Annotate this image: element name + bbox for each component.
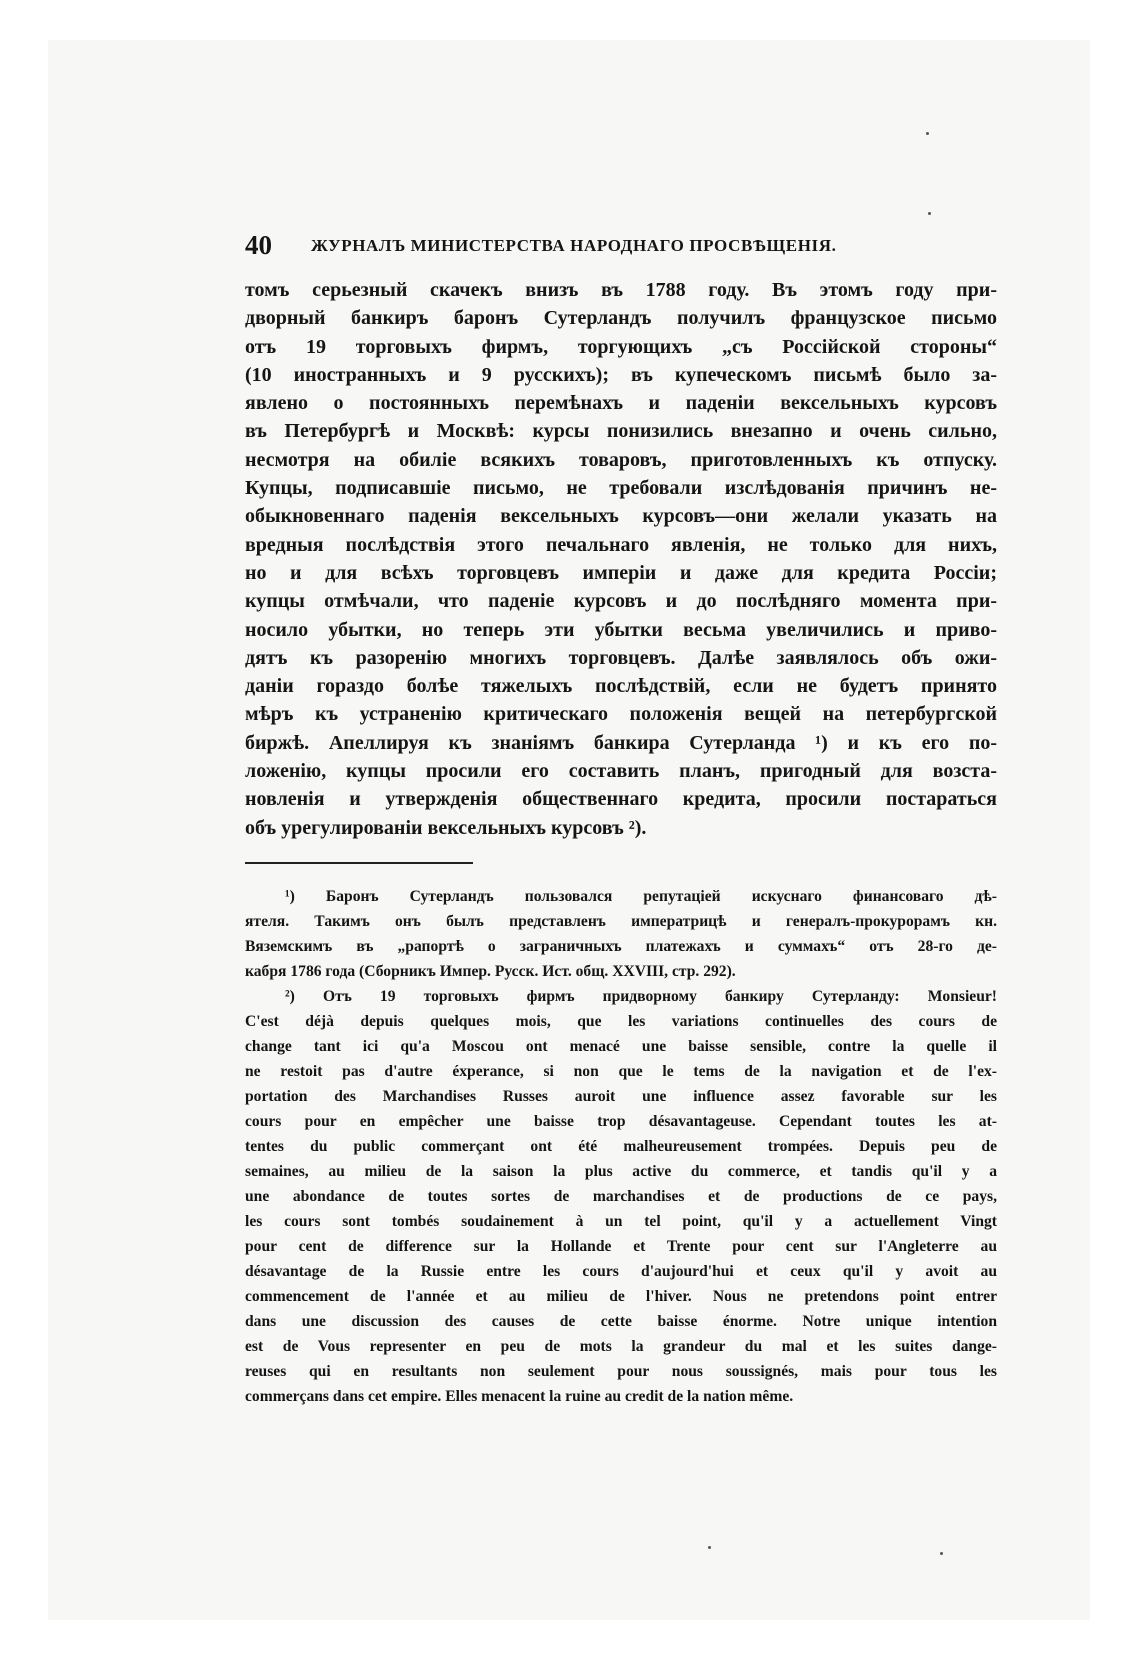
footnote-line: reuses qui en resultants non seulement pour nous soussignés, mais pour tous les [245, 1362, 997, 1380]
footnote-line: ятеля. Такимъ онъ былъ представленъ императрицѣ и генералъ-прокурорамъ кн. [245, 912, 997, 930]
text-line: явлено о постоянныхъ перемѣнахъ и паденіи вексельныхъ курсовъ [245, 392, 997, 415]
footnote-line: portation des Marchandises Russes auroit une influence assez favorable sur les [245, 1087, 997, 1105]
page-number: 40 [245, 230, 272, 260]
text-line: дворный банкиръ баронъ Сутерландъ получилъ французское письмо [245, 307, 997, 330]
footnote-line: ne restoit pas d'autre éxperance, si non que le tems de la navigation et de l'ex- [245, 1062, 997, 1080]
footnote-line: dans une discussion des causes de cette baisse énorme. Notre unique intention [245, 1312, 997, 1330]
running-head [245, 230, 997, 264]
journal-title: ЖУРНАЛЪ МИНИСТЕРСТВА НАРОДНАГО ПРОСВѢЩЕНІЯ. [311, 236, 837, 255]
text-line: биржѣ. Апеллируя къ знаніямъ банкира Сутерланда ¹) и къ его по- [245, 731, 997, 754]
footnote-line: commencement de l'année et au milieu de l'hiver. Nous ne pretendons point entrer [245, 1287, 997, 1305]
text-line: Купцы, подписавшіе письмо, не требовали изслѣдованія причинъ не- [245, 477, 997, 500]
footnote-line: une abondance de toutes sortes de marchandises et de productions de ce pays, [245, 1187, 997, 1205]
text-column [245, 230, 997, 1409]
footnote-line: les cours sont tombés soudainement à un tel point, qu'il y a actuellement Vingt [245, 1212, 997, 1230]
footnotes [245, 884, 997, 1409]
footnote-1 [245, 884, 997, 984]
footnote-line: tentes du public commerçant ont été malheureusement trompées. Depuis peu de [245, 1137, 997, 1155]
text-line: томъ серьезный скачекъ внизъ въ 1788 году. Въ этомъ году при- [245, 279, 997, 301]
text-line: обыкновеннаго паденія вексельныхъ курсовъ—они желали указать на [245, 505, 997, 528]
text-line: но и для всѣхъ торговцевъ имперіи и даже для кредита Россіи; [245, 561, 997, 584]
text-line: въ Петербургѣ и Москвѣ: курсы понизились внезапно и очень сильно, [245, 420, 997, 443]
footnote-line: C'est déjà depuis quelques mois, que les variations continuelles des cours de [245, 1012, 997, 1030]
footnote-line: semaines, au milieu de la saison la plus active du commerce, et tandis qu'il y a [245, 1162, 997, 1180]
footnote-2 [245, 984, 997, 1409]
text-line: (10 иностранныхъ и 9 русскихъ); въ купеческомъ письмѣ было за- [245, 363, 997, 386]
footnote-line: Вяземскимъ въ „рапортѣ о заграничныхъ платежахъ и суммахъ“ отъ 28-го де- [245, 937, 997, 955]
footnote-line: ²) Отъ 19 торговыхъ фирмъ придворному банкиру Сутерланду: Monsieur! [285, 987, 997, 1005]
footnote-line: change tant ici qu'a Moscou ont menacé une baisse sensible, contre la quelle il [245, 1037, 997, 1055]
text-line: носило убытки, но теперь эти убытки весьма увеличились и приво- [245, 618, 997, 641]
text-line: ложенію, купцы просили его составить планъ, пригодный для возста- [245, 760, 997, 783]
footnote-line: pour cent de difference sur la Hollande et Trente pour cent sur l'Angleterre au [245, 1237, 997, 1255]
footnote-line: ¹) Баронъ Сутерландъ пользовался репутаціей искуснаго финансоваго дѣ- [285, 887, 997, 905]
text-line: купцы отмѣчали, что паденіе курсовъ и до послѣдняго момента при- [245, 590, 997, 613]
text-line: новленія и утвержденія общественнаго кредита, просили постараться [245, 788, 997, 811]
main-text [245, 276, 997, 842]
footnote-line: commerçans dans cet empire. Elles menacent la ruine au credit de la nation même. [245, 1387, 794, 1405]
footnote-line: кабря 1786 года (Сборникъ Импер. Русск. Ист. общ. XXVIII, стр. 292). [245, 962, 736, 980]
text-line: мѣръ къ устраненію критическаго положенія вещей на петербургской [245, 703, 997, 726]
text-line: несмотря на обиліе всякихъ товаровъ, приготовленныхъ къ отпуску. [245, 448, 997, 471]
footnote-line: désavantage de la Russie entre les cours d'aujourd'hui et ceux qu'il y avoit au [245, 1262, 997, 1280]
footnote-divider [245, 862, 473, 864]
text-line: дятъ къ разоренію многихъ торговцевъ. Далѣе заявлялось объ ожи- [245, 646, 997, 669]
text-line: вредныя послѣдствія этого печальнаго явленія, не только для нихъ, [245, 533, 997, 556]
text-line: объ урегулированіи вексельныхъ курсовъ ²). [245, 816, 647, 839]
footnote-line: est de Vous representer en peu de mots la grandeur du mal et les suites dange- [245, 1337, 997, 1355]
footnote-line: cours pour en empêcher une baisse trop désavantageuse. Cependant toutes les at- [245, 1112, 997, 1130]
text-line: отъ 19 торговыхъ фирмъ, торгующихъ „съ Россійской стороны“ [245, 335, 997, 358]
text-line: даніи гораздо болѣе тяжелыхъ послѣдствій, если не будетъ принято [245, 675, 997, 698]
